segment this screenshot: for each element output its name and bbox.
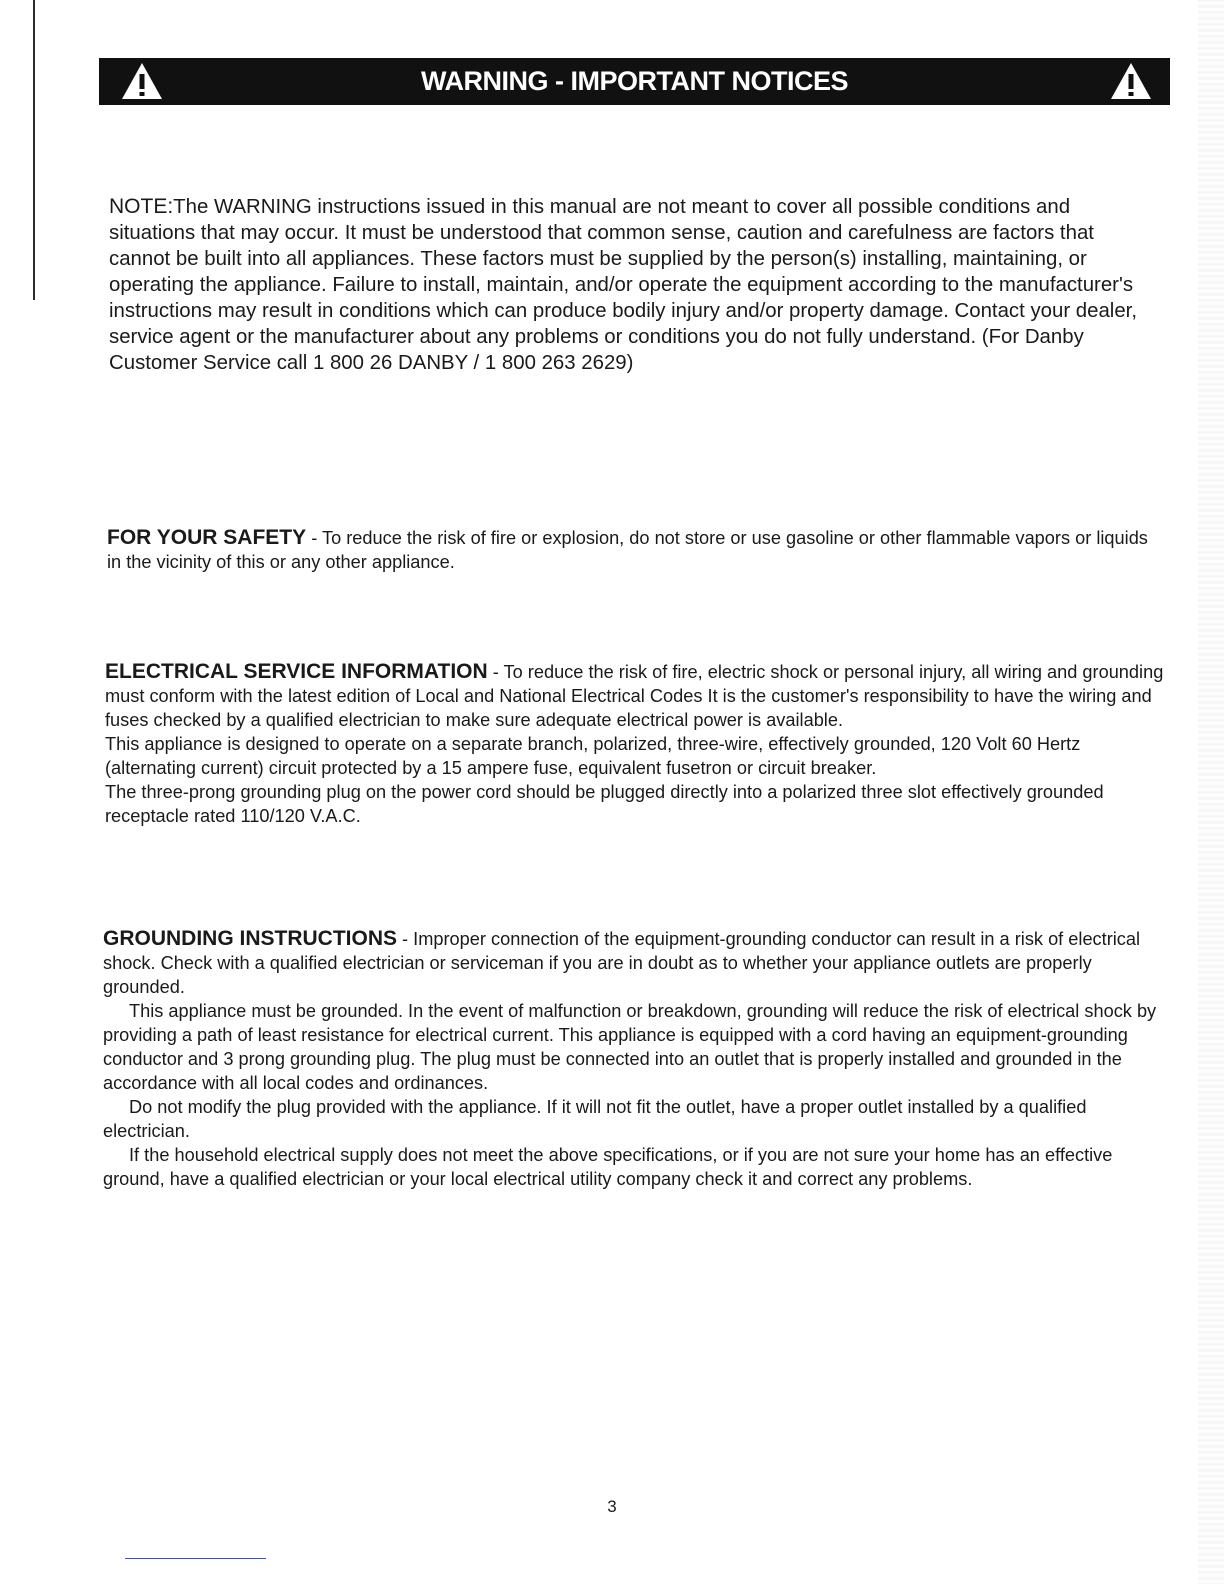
footer-rule [125, 1558, 266, 1559]
safety-section [107, 526, 1167, 574]
note-paragraph [109, 194, 1159, 376]
grounding-section [103, 927, 1163, 1191]
note-lead: NOTE: [109, 195, 174, 218]
note-text: The WARNING instructions issued in this manual are not meant to cover all possible conditions and situations that may occur. It must be understood that common sense, caution and carefulness are factors that cannot be built into all appliances. These factors must be supplied by the person(s) installing, maintaining, or operating the appliance. Failure to install, maintain, and/or operate the equipment according to the manufacturer's instructions may result in conditions which can produce bodily injury and/or property damage. Contact your dealer, service agent or the manufacturer about any problems or conditions you do not fully understand. (For Danby Customer Service call 1 800 26 DANBY / 1 800 263 2629) [109, 196, 1138, 374]
scan-edge-shadow [1198, 0, 1224, 1584]
safety-heading: FOR YOUR SAFETY [107, 526, 307, 549]
safety-paragraph [107, 526, 1167, 574]
warning-banner [99, 58, 1170, 105]
scan-margin-line [33, 0, 35, 300]
grounding-paragraph-3: Do not modify the plug provided with the appliance. If it will not fit the outlet, have a proper outlet installed by a qualified electrician. [103, 1097, 1087, 1141]
electrical-paragraph-2: This appliance is designed to operate on a separate branch, polarized, three-wire, effectively grounded, 120 Volt 60 Hertz (alternating current) circuit protected by a 15 ampere fuse, equivalent fusetron or circuit breaker. [105, 734, 1081, 778]
grounding-paragraph-4: If the household electrical supply does not meet the above specifications, or if you are not sure your home has an effective ground, have a qualified electrician or your local electrical utility company check it and correct any problems. [103, 1145, 1113, 1189]
note-section [109, 194, 1159, 376]
banner-title: WARNING - IMPORTANT NOTICES [421, 66, 848, 96]
electrical-heading: ELECTRICAL SERVICE INFORMATION [105, 660, 488, 683]
page-number: 3 [607, 1497, 617, 1516]
grounding-paragraph-1 [103, 927, 1163, 999]
electrical-text: - To reduce the risk of fire, electric shock or personal injury, all wiring and grounding must conform with the latest edition of Local and National Electrical Codes It is the customer's responsibility to have the wiring and fuses checked by a qualified electrician to make sure adequate electrical power is available. [105, 662, 1164, 730]
safety-text: - To reduce the risk of fire or explosion, do not store or use gasoline or other flammable vapors or liquids in the vicinity of this or any other appliance. [107, 528, 1148, 572]
grounding-text: - Improper connection of the equipment-grounding conductor can result in a risk of electrical shock. Check with a qualified electrician or serviceman if you are in doubt as to whether your appliance outlets are properly grounded. [103, 929, 1141, 997]
grounding-heading: GROUNDING INSTRUCTIONS [103, 927, 397, 950]
warning-triangle-icon [120, 61, 164, 101]
electrical-paragraph-1 [105, 660, 1165, 732]
warning-triangle-icon [1109, 61, 1153, 101]
grounding-paragraph-2: This appliance must be grounded. In the event of malfunction or breakdown, grounding will reduce the risk of electrical shock by providing a path of least resistance for electrical current. This appliance is equipped with a cord having an equipment-grounding conductor and 3 prong grounding plug. The plug must be connected into an outlet that is properly installed and grounded in the accordance with all local codes and ordinances. [103, 1001, 1157, 1093]
electrical-section [105, 660, 1165, 828]
electrical-paragraph-3: The three-prong grounding plug on the power cord should be plugged directly into a polarized three slot effectively grounded receptacle rated 110/120 V.A.C. [105, 782, 1104, 826]
